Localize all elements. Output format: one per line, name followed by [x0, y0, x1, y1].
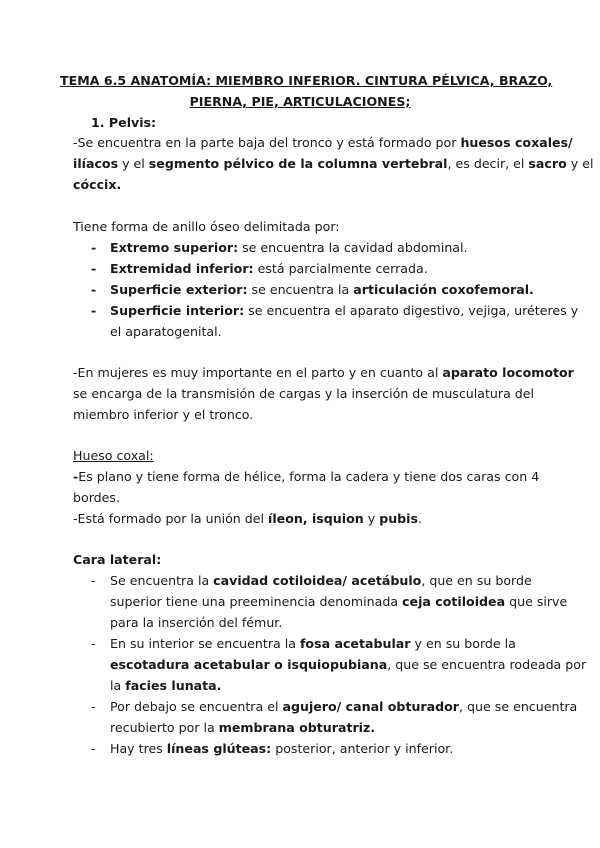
dash-bullet: -: [91, 741, 96, 756]
dash-bullet: -: [91, 261, 97, 276]
title-line-1: TEMA 6.5 ANATOMÍA: MIEMBRO INFERIOR. CINTURA PÉLVICA, BRAZO,: [60, 73, 553, 88]
text-run: se encuentra la: [247, 282, 354, 297]
dash-bullet: -: [91, 636, 96, 651]
list-item: [110, 260, 428, 278]
text-run: Superficie interior:: [110, 303, 245, 318]
list-item: [110, 302, 578, 320]
title-line-2: PIERNA, PIE, ARTICULACIONES;: [189, 94, 411, 109]
text-run: Es plano y tiene forma de hélice, forma la cadera y tiene dos caras con 4: [78, 469, 540, 484]
text-run: recubierto por la: [110, 720, 219, 735]
paragraph-line: [73, 134, 573, 152]
dash-bullet: -: [91, 240, 97, 255]
list-item-continuation: [110, 719, 375, 737]
paragraph-line: bordes.: [73, 490, 120, 505]
text-run: posterior, anterior y inferior.: [271, 741, 454, 756]
list-item: [110, 635, 516, 653]
paragraph-line: se encarga de la transmisión de cargas y la inserción de musculatura del: [73, 386, 535, 401]
text-run: y: [363, 511, 380, 526]
text-run: y el: [118, 156, 149, 171]
text-run: líneas glúteas:: [166, 741, 272, 756]
text-run: que sirve: [505, 594, 568, 609]
text-run: , que se encuentra rodeada por: [387, 657, 587, 672]
text-run: sacro: [528, 156, 567, 171]
paragraph-line: [73, 155, 593, 173]
dash-bullet: -: [91, 303, 97, 318]
text-run: -En mujeres es muy importante en el parto y en cuanto al: [73, 365, 443, 380]
text-run: íleon, isquion: [268, 511, 364, 526]
text-run: la: [110, 678, 126, 693]
list-item-continuation: el aparatogenital.: [110, 324, 222, 339]
text-run: y el: [566, 156, 594, 171]
text-run: facies lunata.: [125, 678, 222, 693]
paragraph-line: [73, 468, 539, 486]
text-run: pubis: [379, 511, 418, 526]
list-item-continuation: [110, 656, 586, 674]
text-run: En su interior se encuentra la: [110, 636, 300, 651]
text-run: ilíacos: [73, 156, 119, 171]
text-run: se encuentra la cavidad abdominal.: [238, 240, 468, 255]
paragraph-line: miembro inferior y el tronco.: [73, 407, 254, 422]
text-run: está parcialmente cerrada.: [253, 261, 428, 276]
list-item: [110, 698, 577, 716]
text-run: -: [73, 469, 79, 484]
paragraph-line: cóccix.: [73, 177, 122, 192]
list-item: [110, 239, 468, 257]
text-run: Extremo superior:: [110, 240, 239, 255]
text-run: aparato locomotor: [442, 365, 574, 380]
text-run: agujero/ canal obturador: [282, 699, 460, 714]
text-run: se encuentra el aparato digestivo, vejiga, uréteres y: [244, 303, 579, 318]
text-run: membrana obturatriz.: [218, 720, 376, 735]
list-item: [110, 281, 534, 299]
text-run: huesos coxales/: [460, 135, 573, 150]
text-run: Hay tres: [110, 741, 167, 756]
list-item-continuation: [110, 593, 567, 611]
text-run: , que en su borde: [421, 573, 532, 588]
list-item: [110, 572, 532, 590]
text-run: fosa acetabular: [299, 636, 411, 651]
text-run: , que se encuentra: [459, 699, 578, 714]
text-run: articulación coxofemoral.: [353, 282, 534, 297]
list-item-continuation: [110, 677, 221, 695]
text-run: .: [418, 511, 423, 526]
text-run: escotadura acetabular o isquiopubiana: [110, 657, 388, 672]
text-run: , es decir, el: [447, 156, 529, 171]
text-run: superior tiene una preeminencia denominada: [110, 594, 403, 609]
text-run: cavidad cotiloidea/ acetábulo: [213, 573, 422, 588]
dash-bullet: -: [91, 573, 96, 588]
subheading-cara-lateral: Cara lateral:: [73, 552, 162, 567]
text-run: y en su borde la: [410, 636, 516, 651]
list-item-continuation: para la inserción del fémur.: [110, 615, 283, 630]
dash-bullet: -: [91, 699, 96, 714]
text-run: -Está formado por la unión del: [73, 511, 269, 526]
text-run: Por debajo se encuentra el: [110, 699, 283, 714]
list-intro: Tiene forma de anillo óseo delimitada por:: [73, 219, 340, 234]
paragraph-line: [73, 510, 422, 528]
section-heading-pelvis: 1. Pelvis:: [91, 115, 157, 130]
text-run: Extremidad inferior:: [110, 261, 254, 276]
text-run: -Se encuentra en la parte baja del tronco y está formado por: [73, 135, 461, 150]
dash-bullet: -: [91, 282, 97, 297]
text-run: segmento pélvico de la columna vertebral: [148, 156, 448, 171]
paragraph-line: [73, 364, 574, 382]
list-item: [110, 740, 453, 758]
text-run: ceja cotiloidea: [402, 594, 506, 609]
text-run: Superficie exterior:: [110, 282, 248, 297]
subheading-hueso-coxal: Hueso coxal:: [73, 448, 154, 463]
text-run: Se encuentra la: [110, 573, 214, 588]
